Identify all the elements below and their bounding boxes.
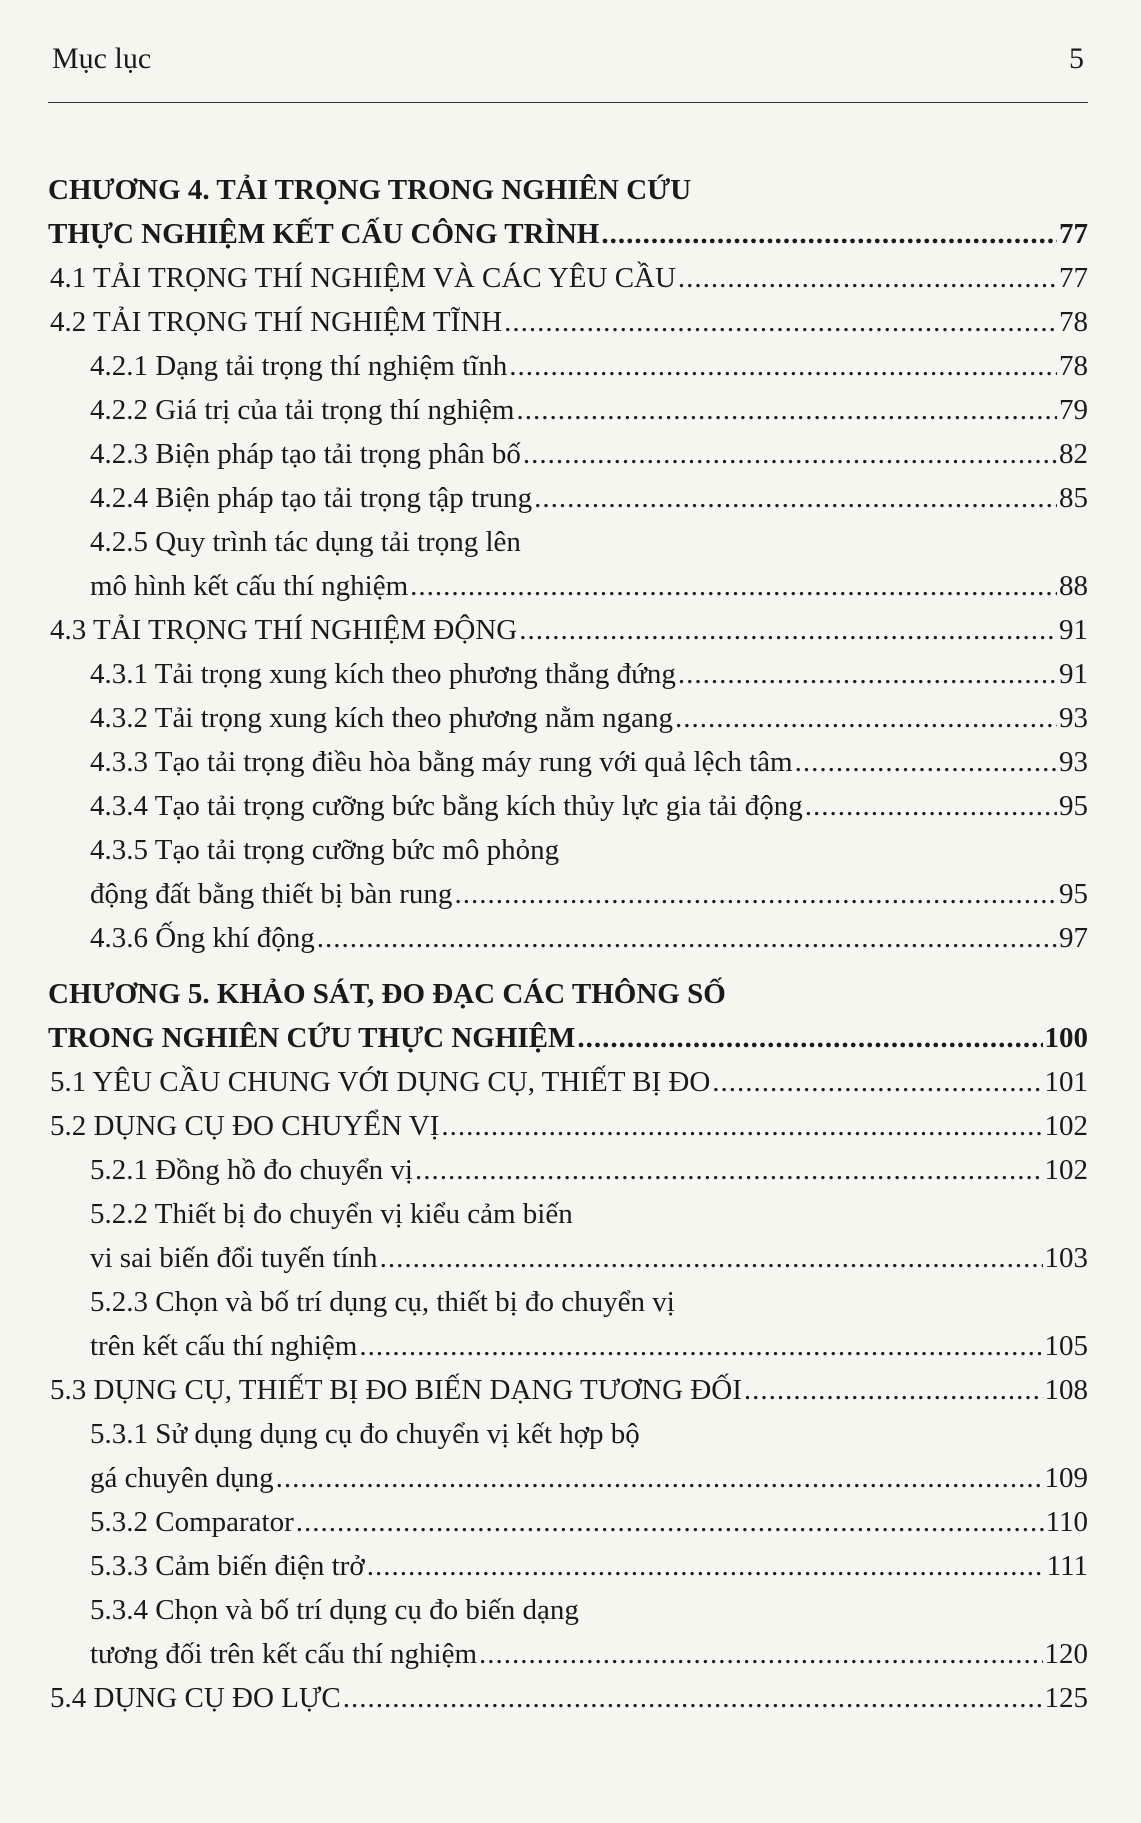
toc-entry-sub[interactable] — [48, 1280, 1088, 1368]
toc-entry-text: CHƯƠNG 5. KHẢO SÁT, ĐO ĐẠC CÁC THÔNG SỐ — [48, 978, 726, 1010]
dot-leader — [415, 1148, 1043, 1192]
toc-entry-chapter[interactable] — [48, 168, 1088, 256]
dot-leader — [410, 564, 1057, 608]
dot-leader — [795, 740, 1057, 784]
toc-page-number: 82 — [1059, 438, 1088, 470]
toc-page-number: 91 — [1059, 658, 1088, 690]
dot-leader — [380, 1236, 1043, 1280]
toc-entry-text: 4.3.2 Tải trọng xung kích theo phương nằm ngang — [90, 702, 674, 734]
toc-entry-text: vi sai biến đổi tuyến tính — [90, 1242, 378, 1274]
toc-entry-text: 5.3.3 Cảm biến điện trở — [90, 1550, 365, 1582]
toc-entry-sub[interactable] — [48, 1544, 1088, 1588]
toc-entry-text: THỰC NGHIỆM KẾT CẤU CÔNG TRÌNH — [48, 218, 600, 250]
toc-page-number: 91 — [1059, 614, 1088, 646]
toc-page-number: 111 — [1046, 1550, 1088, 1582]
toc-entry-section[interactable] — [48, 608, 1088, 652]
toc-page-number: 125 — [1044, 1682, 1088, 1714]
toc-entry-text: 4.2.5 Quy trình tác dụng tải trọng lên — [90, 526, 521, 558]
toc-page-number: 101 — [1044, 1066, 1088, 1098]
toc-entry-section[interactable] — [48, 1368, 1088, 1412]
toc-entry-text: CHƯƠNG 4. TẢI TRỌNG TRONG NGHIÊN CỨU — [48, 174, 692, 206]
toc-entry-chapter[interactable] — [48, 972, 1088, 1060]
toc-entry-sub[interactable] — [48, 1412, 1088, 1500]
running-title: Mục lục — [52, 42, 152, 75]
toc-entry-sub[interactable] — [48, 784, 1088, 828]
toc-page-number: 88 — [1059, 570, 1088, 602]
dot-leader — [276, 1456, 1043, 1500]
toc-entry-section[interactable] — [48, 300, 1088, 344]
toc-entry-text: 5.4 DỤNG CỤ ĐO LỰC — [50, 1682, 341, 1714]
toc-page-number: 110 — [1045, 1506, 1088, 1538]
dot-leader — [343, 1676, 1043, 1720]
header-rule — [48, 102, 1088, 103]
page-header — [52, 42, 1088, 82]
dot-leader — [359, 1324, 1042, 1368]
dot-leader — [805, 784, 1057, 828]
dot-leader — [712, 1060, 1042, 1104]
toc-entry-sub[interactable] — [48, 652, 1088, 696]
toc-page-number: 102 — [1044, 1154, 1088, 1186]
toc-entry-text: 5.2.3 Chọn và bố trí dụng cụ, thiết bị đo chuyển vị — [90, 1286, 675, 1318]
toc-entry-section[interactable] — [48, 256, 1088, 300]
toc-entry-text: 4.2.1 Dạng tải trọng thí nghiệm tĩnh — [90, 350, 508, 382]
toc-entry-text: 4.3 TẢI TRỌNG THÍ NGHIỆM ĐỘNG — [50, 614, 518, 646]
dot-leader — [504, 300, 1057, 344]
chapter-gap — [48, 960, 1088, 972]
toc-page-number: 79 — [1059, 394, 1088, 426]
dot-leader — [454, 872, 1057, 916]
toc-entry-sub[interactable] — [48, 1588, 1088, 1676]
toc-page-number: 95 — [1059, 790, 1088, 822]
toc-entry-sub[interactable] — [48, 916, 1088, 960]
dot-leader — [441, 1104, 1042, 1148]
toc-entry-section[interactable] — [48, 1060, 1088, 1104]
toc-entry-text: 4.3.4 Tạo tải trọng cưỡng bức bằng kích thủy lực gia tải động — [90, 790, 803, 822]
dot-leader — [678, 256, 1057, 300]
toc-page-number: 120 — [1044, 1638, 1088, 1670]
toc-entry-text: 4.2.4 Biện pháp tạo tải trọng tập trung — [90, 482, 533, 514]
dot-leader — [523, 432, 1057, 476]
toc-entry-sub[interactable] — [48, 388, 1088, 432]
toc-page-number: 78 — [1059, 306, 1088, 338]
toc-entry-text: 4.2.3 Biện pháp tạo tải trọng phân bố — [90, 438, 521, 470]
dot-leader — [678, 652, 1057, 696]
dot-leader — [675, 696, 1057, 740]
toc-entry-text: động đất bằng thiết bị bàn rung — [90, 878, 453, 910]
toc-entry-text: 5.3.4 Chọn và bố trí dụng cụ đo biến dạng — [90, 1594, 579, 1626]
toc-entry-text: 5.1 YÊU CẦU CHUNG VỚI DỤNG CỤ, THIẾT BỊ ĐO — [50, 1066, 711, 1098]
dot-leader — [519, 608, 1057, 652]
toc-entry-sub[interactable] — [48, 432, 1088, 476]
toc-entry-text: 5.3.1 Sử dụng dụng cụ đo chuyển vị kết hợp bộ — [90, 1418, 640, 1450]
toc-page-number: 100 — [1044, 1022, 1088, 1054]
toc-entry-sub[interactable] — [48, 696, 1088, 740]
dot-leader — [577, 1016, 1042, 1060]
toc-page-number: 93 — [1059, 702, 1088, 734]
dot-leader — [479, 1632, 1042, 1676]
toc-entry-text: TRONG NGHIÊN CỨU THỰC NGHIỆM — [48, 1022, 576, 1054]
toc-entry-sub[interactable] — [48, 1148, 1088, 1192]
toc-entry-text: 4.3.1 Tải trọng xung kích theo phương thẳng đứng — [90, 658, 676, 690]
toc-page-number: 105 — [1044, 1330, 1088, 1362]
toc-entry-sub[interactable] — [48, 1192, 1088, 1280]
toc-entry-text: 5.2.2 Thiết bị đo chuyển vị kiểu cảm biến — [90, 1198, 573, 1230]
toc-entry-text: 4.1 TẢI TRỌNG THÍ NGHIỆM VÀ CÁC YÊU CẦU — [50, 262, 676, 294]
toc-entry-sub[interactable] — [48, 476, 1088, 520]
toc-entry-section[interactable] — [48, 1676, 1088, 1720]
toc-page-number: 97 — [1059, 922, 1088, 954]
toc-page-number: 109 — [1044, 1462, 1088, 1494]
toc-entry-text: 5.2.1 Đồng hồ đo chuyển vị — [90, 1154, 413, 1186]
book-page — [48, 0, 1088, 1823]
toc-entry-text: trên kết cấu thí nghiệm — [90, 1330, 358, 1362]
dot-leader — [744, 1368, 1043, 1412]
dot-leader — [296, 1500, 1044, 1544]
toc-entry-text: 4.3.6 Ống khí động — [90, 922, 315, 954]
toc-entry-sub[interactable] — [48, 1500, 1088, 1544]
toc-page-number: 108 — [1044, 1374, 1088, 1406]
toc-page-number: 95 — [1059, 878, 1088, 910]
toc-entry-text: 5.2 DỤNG CỤ ĐO CHUYỂN VỊ — [50, 1110, 440, 1142]
toc-entry-text: tương đối trên kết cấu thí nghiệm — [90, 1638, 478, 1670]
toc-entry-text: 5.3.2 Comparator — [90, 1506, 294, 1538]
toc-entry-sub[interactable] — [48, 344, 1088, 388]
dot-leader — [509, 344, 1057, 388]
page-number: 5 — [1069, 42, 1084, 75]
dot-leader — [516, 388, 1057, 432]
toc-entry-text: mô hình kết cấu thí nghiệm — [90, 570, 409, 602]
dot-leader — [317, 916, 1057, 960]
dot-leader — [534, 476, 1057, 520]
toc-entry-text: gá chuyên dụng — [90, 1462, 274, 1494]
table-of-contents — [48, 168, 1088, 1720]
dot-leader — [367, 1544, 1045, 1588]
toc-entry-sub[interactable] — [48, 828, 1088, 916]
toc-page-number: 85 — [1059, 482, 1088, 514]
dot-leader — [601, 212, 1057, 256]
toc-page-number: 77 — [1059, 262, 1088, 294]
toc-entry-sub[interactable] — [48, 740, 1088, 784]
toc-entry-text: 4.3.5 Tạo tải trọng cưỡng bức mô phỏng — [90, 834, 560, 866]
toc-entry-text: 4.3.3 Tạo tải trọng điều hòa bằng máy rung với quả lệch tâm — [90, 746, 793, 778]
toc-entry-text: 4.2 TẢI TRỌNG THÍ NGHIỆM TĨNH — [50, 306, 503, 338]
toc-entry-text: 5.3 DỤNG CỤ, THIẾT BỊ ĐO BIẾN DẠNG TƯƠNG ĐỐI — [50, 1374, 742, 1406]
toc-entry-sub[interactable] — [48, 520, 1088, 608]
toc-page-number: 103 — [1044, 1242, 1088, 1274]
toc-page-number: 78 — [1059, 350, 1088, 382]
toc-entry-section[interactable] — [48, 1104, 1088, 1148]
toc-page-number: 93 — [1059, 746, 1088, 778]
toc-entry-text: 4.2.2 Giá trị của tải trọng thí nghiệm — [90, 394, 515, 426]
toc-page-number: 102 — [1044, 1110, 1088, 1142]
toc-page-number: 77 — [1059, 218, 1088, 250]
